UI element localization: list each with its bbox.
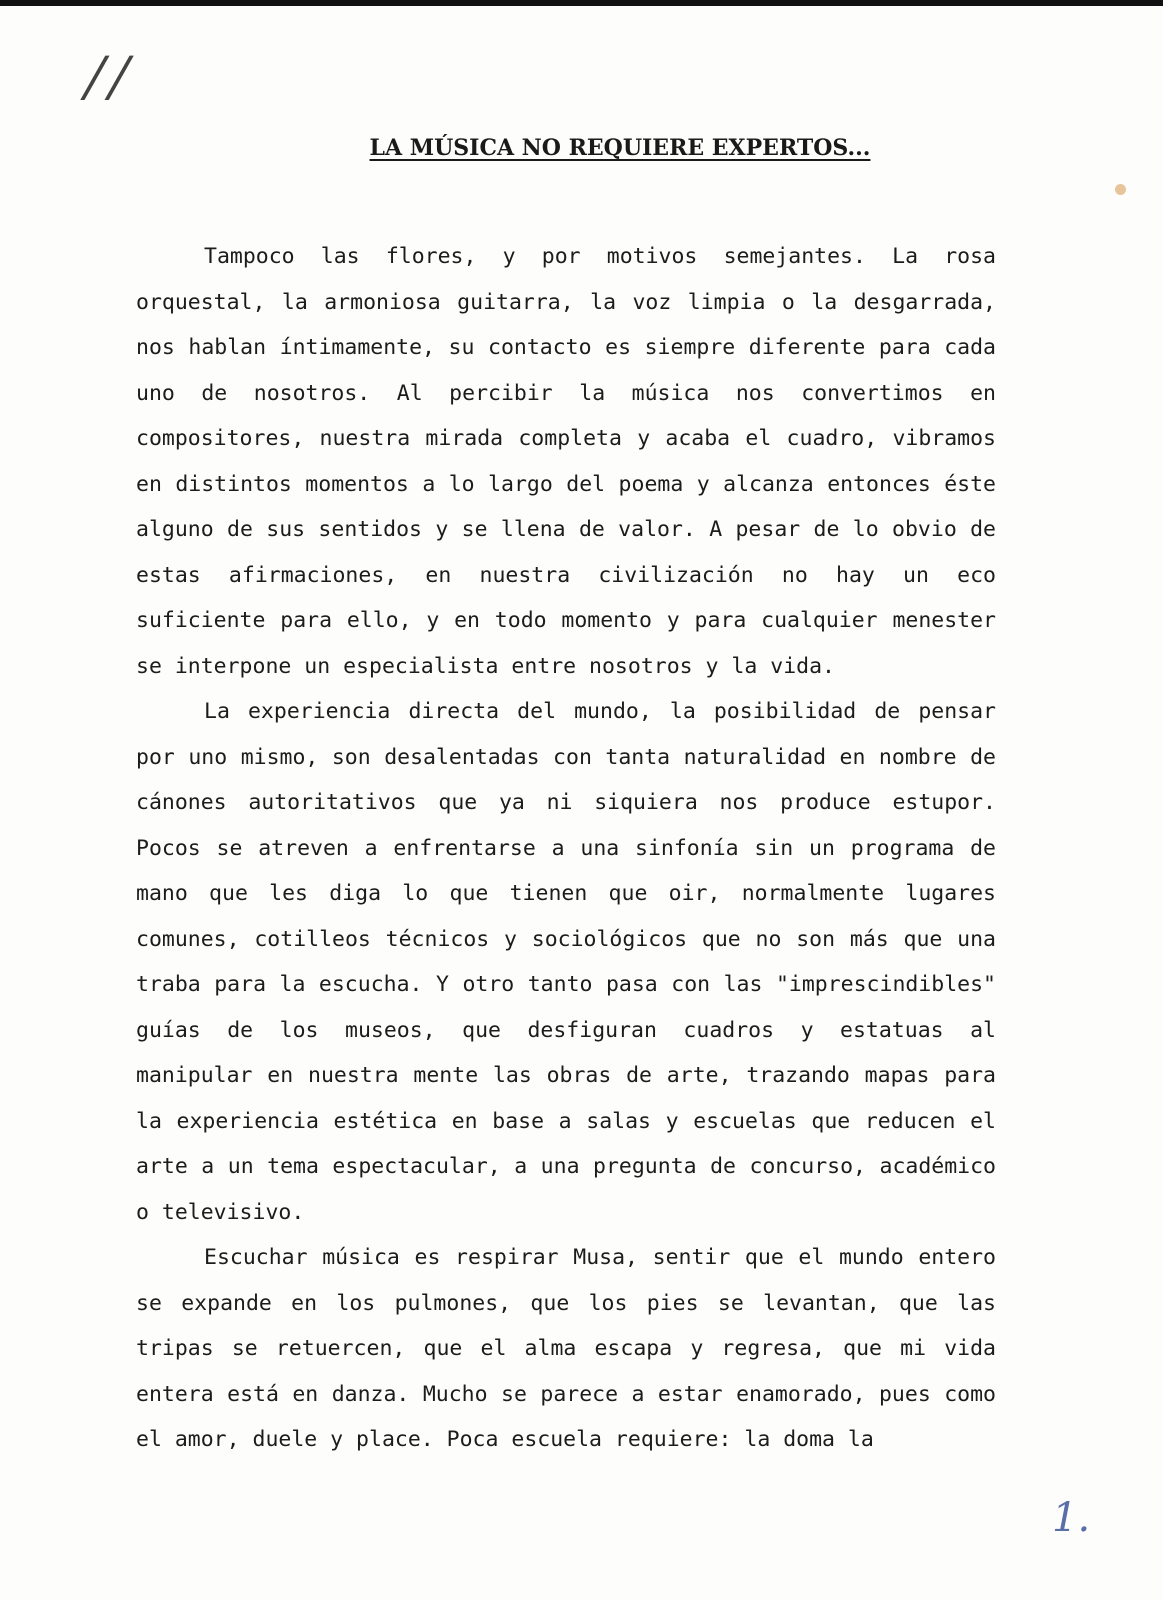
handwritten-mark: // [78, 45, 143, 108]
scan-top-edge [0, 0, 1163, 6]
document-body [136, 234, 996, 1463]
paragraph-2: La experiencia directa del mundo, la posibilidad de pensar por uno mismo, son desalentadas con tanta naturalidad en nombre de cánones autoritativos que ya ni siquiera nos produce estupor. Pocos se atreven a enfrentarse a una sinfonía sin un programa de mano que les diga lo que tienen que oir, normalmente lugares comunes, cotilleos técnicos y sociológicos que no son más que una traba para la escucha. Y otro tanto pasa con las "imprescindibles" guías de los museos, que desfiguran cuadros y estatuas al manipular en nuestra mente las obras de arte, trazando mapas para la experiencia estética en base a salas y escuelas que reducen el arte a un tema espectacular, a una pregunta de concurso, académico o televisivo. [136, 699, 996, 1225]
document-title: LA MÚSICA NO REQUIERE EXPERTOS... [369, 135, 871, 161]
paragraph-1: Tampoco las flores, y por motivos semejantes. La rosa orquestal, la armoniosa guitarra, la voz limpia o la desgarrada, nos hablan íntimamente, su contacto es siempre diferente para cada uno de nosotros. Al percibir la música nos convertimos en compositores, nuestra mirada completa y acaba el cuadro, vibramos en distintos momentos a lo largo del poema y alcanza entonces éste alguno de sus sentidos y se llena de valor. A pesar de lo obvio de estas afirmaciones, en nuestra civilización no hay un eco suficiente para ello, y en todo momento y para cualquier menester se interpone un especialista entre nosotros y la vida. [136, 244, 996, 679]
page-number: 1. [1052, 1495, 1091, 1541]
paper-speck [1115, 184, 1126, 195]
paragraph-3: Escuchar música es respirar Musa, sentir que el mundo entero se expande en los pulmones, que los pies se levantan, que las tripas se retuercen, que el alma escapa y regresa, que mi vida entera está en danza. Mucho se parece a estar enamorado, pues como el amor, duele y place. Poca escuela requiere: la doma la [136, 1245, 996, 1452]
